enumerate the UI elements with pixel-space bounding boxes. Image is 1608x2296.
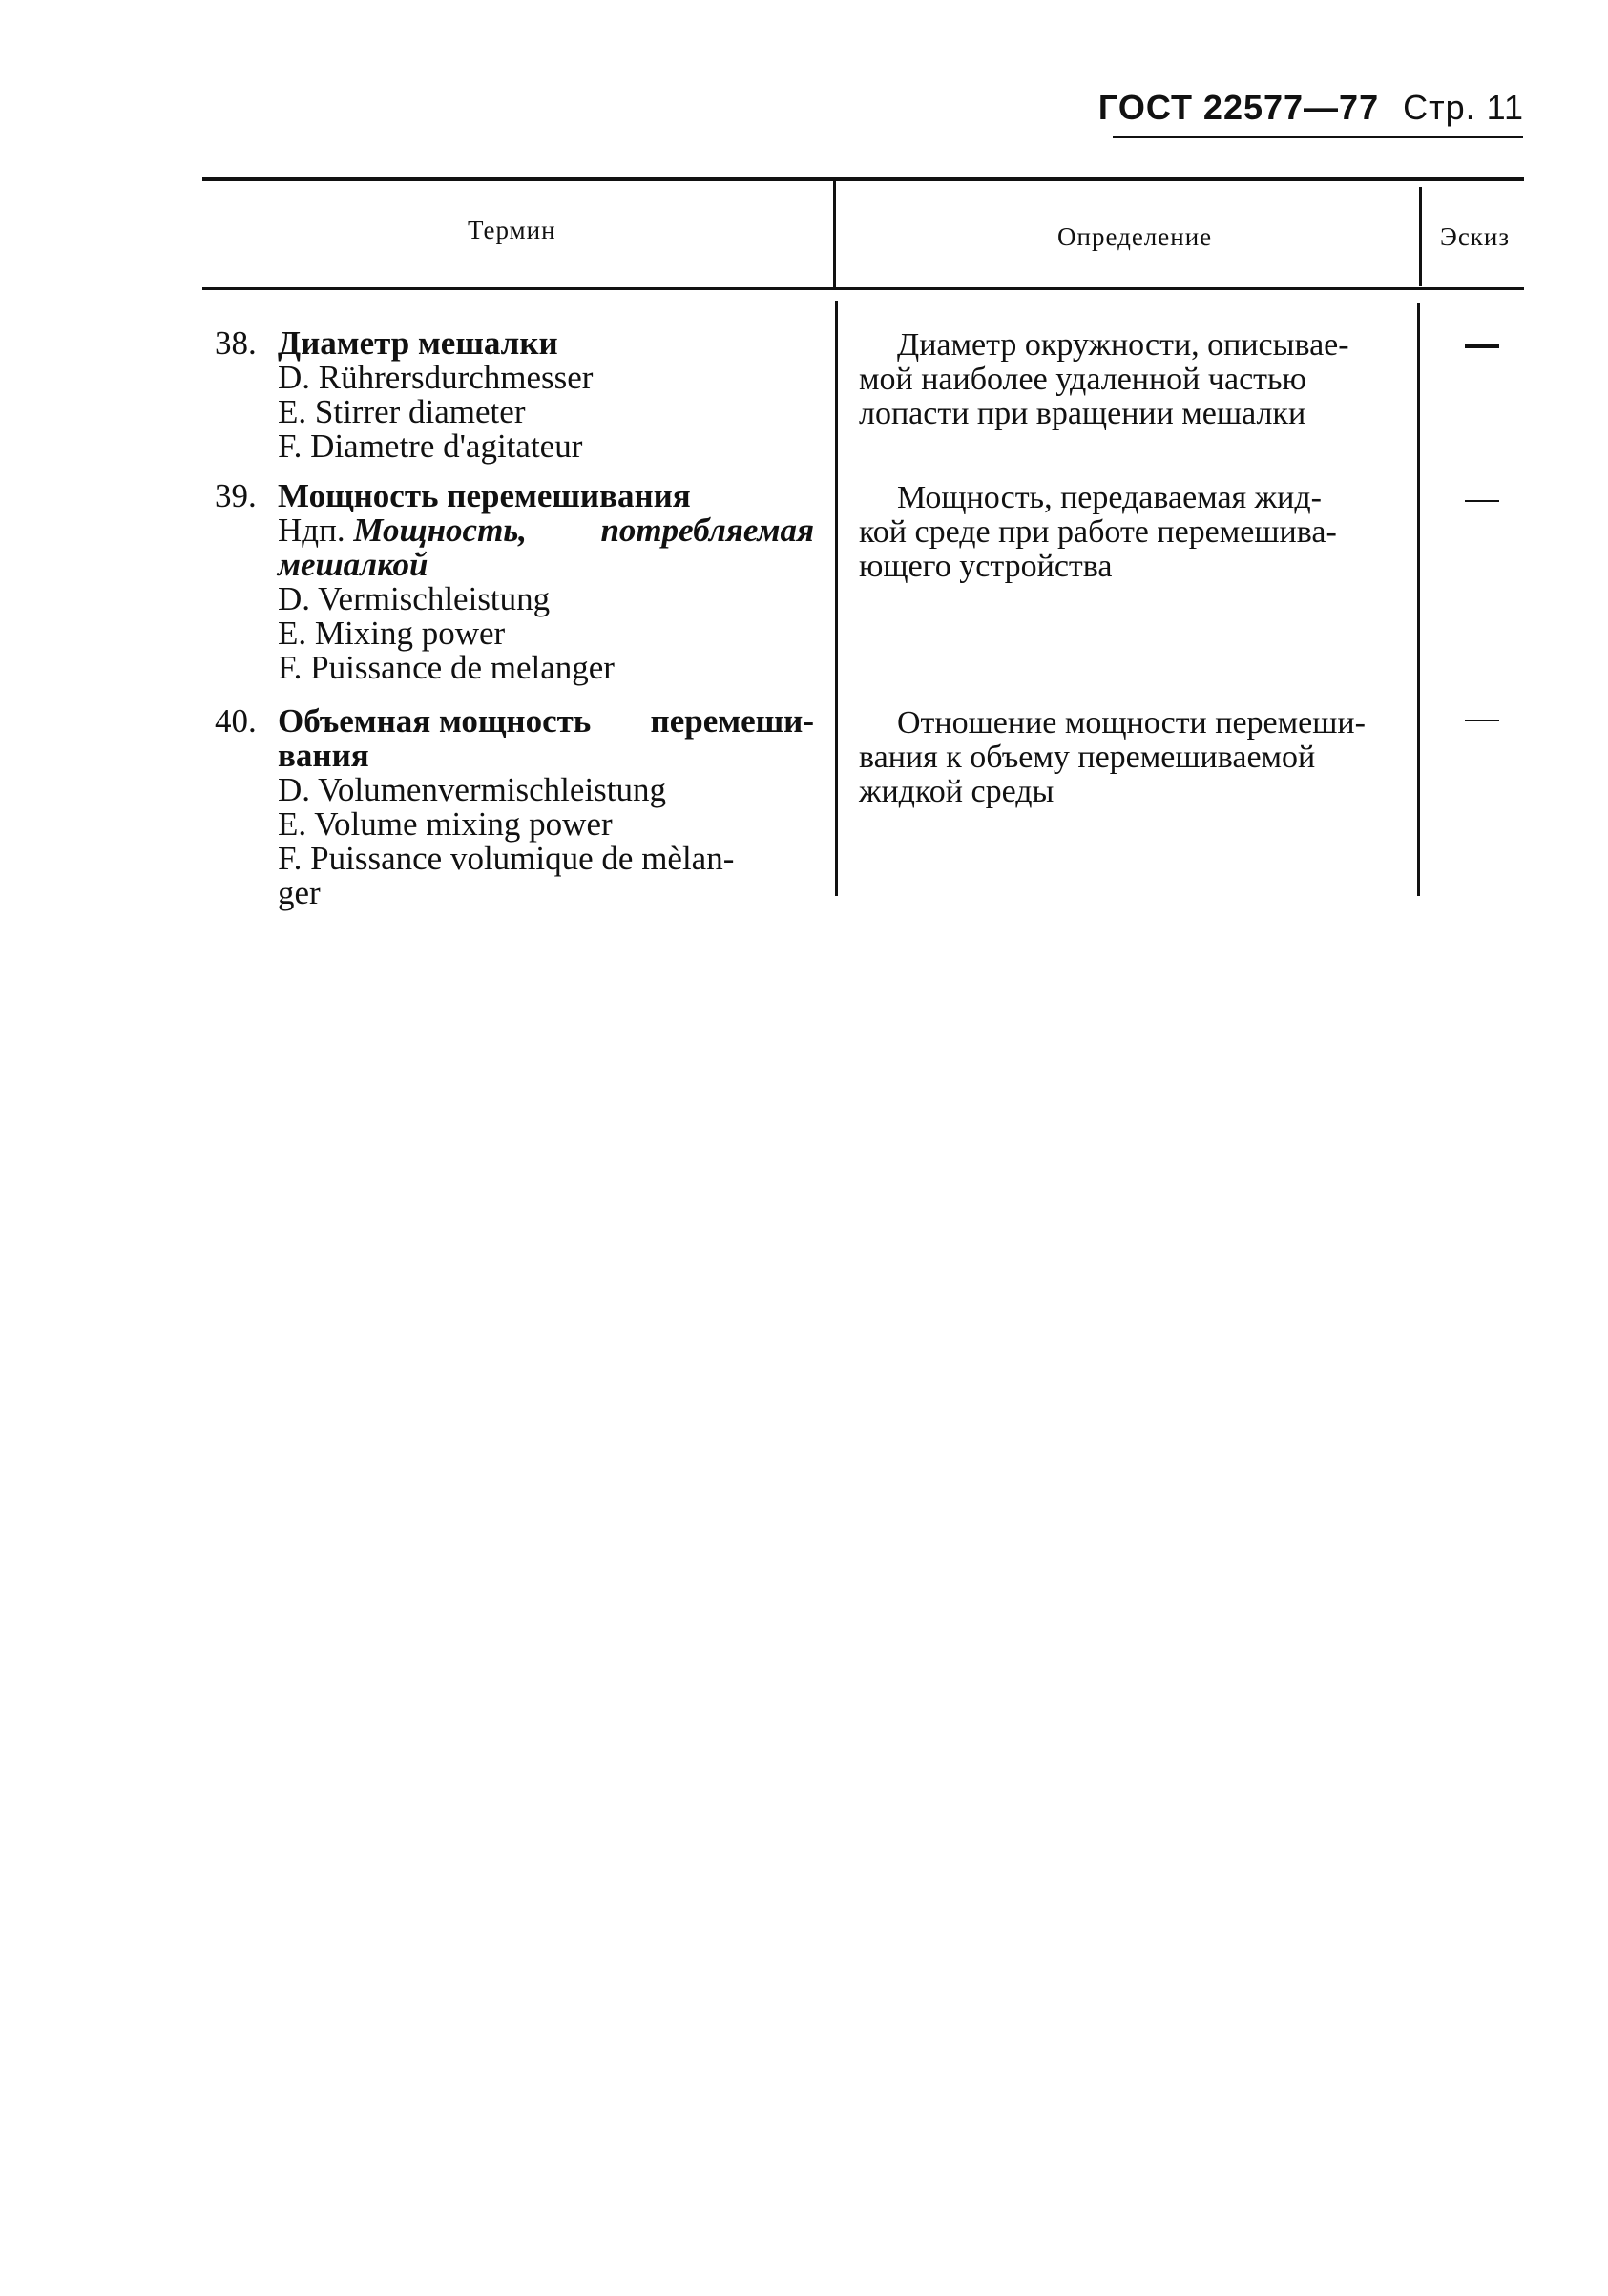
entry-number: 38. [215, 324, 257, 362]
sketch-dash-40 [1465, 720, 1499, 721]
sketch-dash-38 [1465, 344, 1499, 348]
term-title-b: перемеши- [650, 702, 814, 740]
column-divider-1-body [835, 301, 838, 896]
ndp-term-a: Мощность, [353, 511, 528, 549]
definition-line: Отношение мощности перемеши- [897, 705, 1366, 741]
term-en: E. Mixing power [278, 615, 506, 652]
column-divider-2 [1419, 187, 1422, 286]
entry-number: 39. [215, 477, 257, 514]
definition-39 [859, 481, 1414, 584]
sketch-dash-39 [1465, 500, 1499, 502]
column-header-definition: Определение [1057, 222, 1213, 251]
term-de: D. Volumenvermischleistung [278, 771, 667, 808]
column-divider-1 [833, 181, 836, 288]
term-en: E. Volume mixing power [278, 805, 613, 843]
ndp-label: Ндп. [278, 511, 345, 549]
term-title-c: вания [278, 737, 369, 774]
definition-line: лопасти при вращении мешалки [859, 396, 1306, 431]
definition-line: кой среде при работе перемешива- [859, 514, 1337, 550]
term-fr: F. Puissance de melanger [278, 649, 615, 686]
term-title-a: Объемная мощность [278, 702, 592, 740]
definition-line: мой наиболее удаленной частью [859, 362, 1306, 397]
term-de: D. Rührersdurchmesser [278, 359, 594, 396]
definition-line: Мощность, передаваемая жид- [897, 480, 1322, 515]
term-entry-39 [215, 479, 816, 685]
column-header-term: Термин [468, 216, 556, 244]
table-header-rule [202, 287, 1524, 290]
term-fr: F. Diametre d'agitateur [278, 428, 583, 465]
term-de: D. Vermischleistung [278, 580, 551, 617]
definition-40 [859, 706, 1414, 809]
term-fr-cont: ger [278, 874, 321, 911]
page-header [1098, 88, 1524, 128]
column-header-sketch: Эскиз [1440, 222, 1511, 251]
column-divider-2-body [1417, 303, 1420, 896]
page-number: Стр. 11 [1403, 88, 1524, 127]
definition-line: Диаметр окружности, описывае- [897, 327, 1349, 363]
ndp-term-c: мешалкой [278, 546, 428, 583]
term-fr: F. Puissance volumique de mèlan- [278, 840, 735, 877]
term-entry-38 [215, 326, 816, 464]
definition-line: жидкой среды [859, 774, 1055, 809]
definition-line: ющего устройства [859, 549, 1113, 584]
header-underline [1113, 136, 1523, 138]
standard-number: ГОСТ 22577—77 [1097, 88, 1380, 127]
definition-38 [859, 328, 1414, 431]
term-title: Диаметр мешалки [278, 324, 558, 362]
ndp-term-b: потребляемая [600, 511, 814, 549]
entry-number: 40. [215, 702, 257, 740]
term-title: Мощность перемешивания [278, 477, 691, 514]
term-entry-40 [215, 704, 816, 910]
definition-line: вания к объему перемешиваемой [859, 740, 1316, 775]
table-top-rule [202, 177, 1524, 181]
term-en: E. Stirrer diameter [278, 393, 526, 430]
